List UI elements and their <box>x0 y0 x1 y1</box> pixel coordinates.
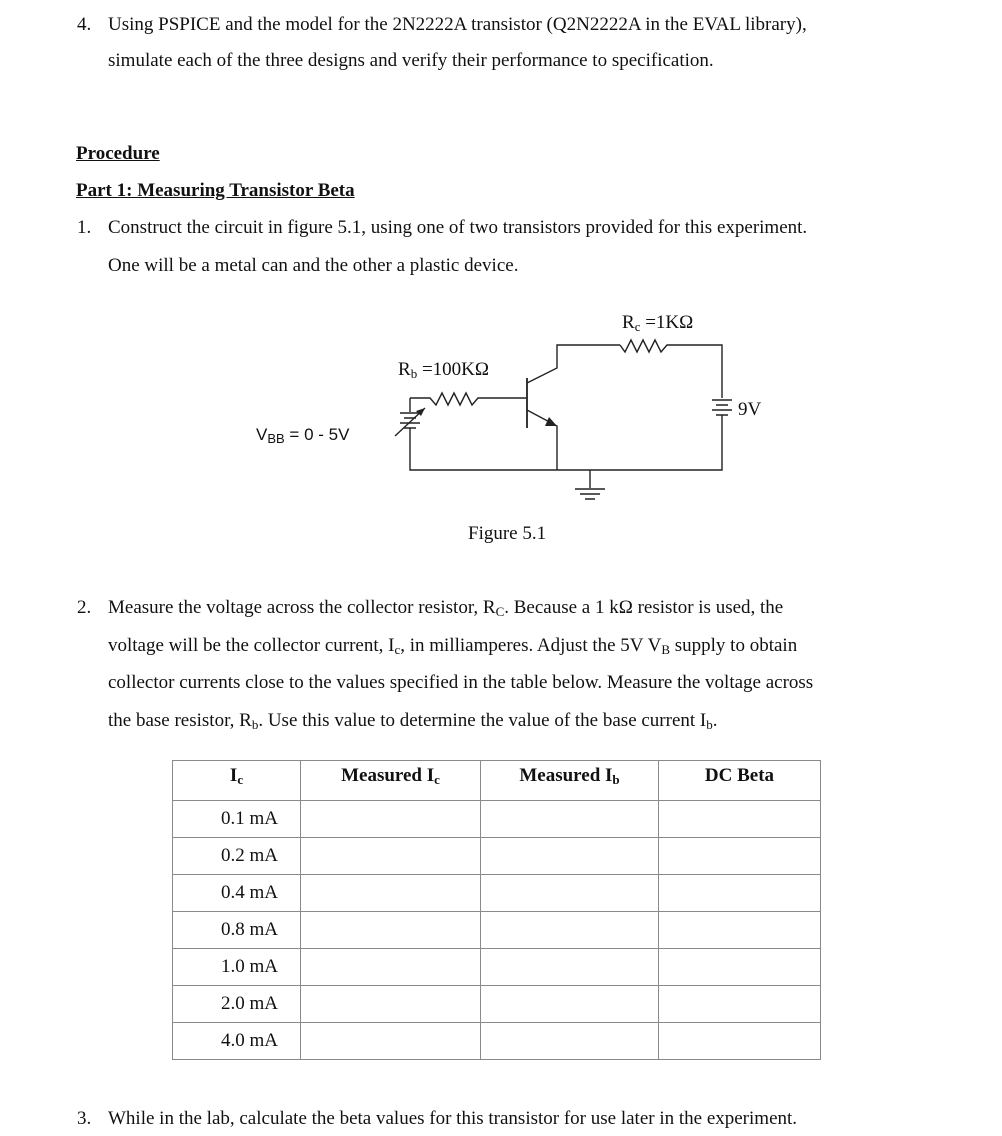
blank-entry-cell <box>481 1023 659 1060</box>
figure-caption: Figure 5.1 <box>468 523 547 544</box>
table-row <box>173 912 821 949</box>
blank-entry-cell <box>659 838 821 875</box>
blank-entry-cell <box>301 838 481 875</box>
blank-entry-cell <box>301 875 481 912</box>
rc-supply-wire <box>680 345 722 398</box>
item4-number: 4. <box>77 14 92 35</box>
ic-value-cell: 0.4 mA <box>173 875 301 912</box>
step1-line1: Construct the circuit in figure 5.1, using one of two transistors provided for this experiment. <box>108 217 808 238</box>
table-header-cell: Measured $I_c$ <box>301 761 481 801</box>
blank-entry-cell <box>481 875 659 912</box>
step2-line1: Measure the voltage across the collector resistor, $R_C$. Because a 1 kΩ resistor is used, the <box>108 597 784 619</box>
ic-value-cell: 1.0 mA <box>173 949 301 986</box>
rc-resistor <box>620 340 680 352</box>
collector-wire <box>527 345 620 383</box>
blank-entry-cell <box>659 912 821 949</box>
ic-value-cell: 0.8 mA <box>173 912 301 949</box>
table-body <box>173 801 821 1060</box>
step2-line2: voltage will be the collector current, $I_c$, in milliamperes. Adjust the 5V $V_B$ supply to obtain <box>108 635 798 657</box>
table-header-row <box>173 761 821 801</box>
emitter-wire <box>527 410 557 470</box>
step1-number: 1. <box>77 217 92 238</box>
blank-entry-cell <box>301 1023 481 1060</box>
table-row <box>173 1023 821 1060</box>
table-row <box>173 949 821 986</box>
vbb-source <box>400 398 420 428</box>
blank-entry-cell <box>659 801 821 838</box>
step2-line4: the base resistor, $R_b$. Use this value to determine the value of the base current $I_b$. <box>108 710 718 732</box>
ic-value-cell: 4.0 mA <box>173 1023 301 1060</box>
ic-value-cell: 0.2 mA <box>173 838 301 875</box>
table-header-cell: DC Beta <box>659 761 821 801</box>
step2-line3: collector currents close to the values specified in the table below. Measure the voltage across <box>108 672 814 693</box>
rc-label: $R_c =1K\Omega$ <box>622 312 694 334</box>
battery-9v <box>712 400 732 415</box>
circuit-figure <box>0 290 1002 560</box>
blank-entry-cell <box>301 949 481 986</box>
step1-line2: One will be a metal can and the other a plastic device. <box>108 255 519 276</box>
table-row <box>173 801 821 838</box>
bottom-right-wire <box>557 415 722 470</box>
emitter-arrow-icon <box>545 417 557 426</box>
procedure-heading: Procedure <box>76 143 160 164</box>
table-header-cell: Measured $I_b$ <box>481 761 659 801</box>
blank-entry-cell <box>481 838 659 875</box>
supply-label: 9V <box>738 399 762 420</box>
table-row <box>173 986 821 1023</box>
bottom-left-wire <box>410 428 557 470</box>
ic-value-cell: 2.0 mA <box>173 986 301 1023</box>
blank-entry-cell <box>659 875 821 912</box>
item4-line2: simulate each of the three designs and verify their performance to specification. <box>108 50 714 71</box>
step3-text: While in the lab, calculate the beta values for this transistor for use later in the experiment. <box>108 1108 798 1129</box>
blank-entry-cell <box>301 801 481 838</box>
blank-entry-cell <box>481 949 659 986</box>
table-row <box>173 838 821 875</box>
measurement-table <box>172 760 821 1060</box>
step3-number: 3. <box>77 1108 92 1129</box>
blank-entry-cell <box>659 1023 821 1060</box>
blank-entry-cell <box>659 949 821 986</box>
blank-entry-cell <box>481 912 659 949</box>
vbb-label: $V_{BB} = 0 - 5V$ <box>256 425 350 446</box>
blank-entry-cell <box>301 912 481 949</box>
ground-symbol <box>575 470 605 499</box>
table-header-cell: $I_c$ <box>173 761 301 801</box>
blank-entry-cell <box>659 986 821 1023</box>
rb-label: $R_b =100K\Omega$ <box>398 359 489 381</box>
blank-entry-cell <box>481 986 659 1023</box>
blank-entry-cell <box>481 801 659 838</box>
ic-value-cell: 0.1 mA <box>173 801 301 838</box>
blank-entry-cell <box>301 986 481 1023</box>
item4-line1: Using PSPICE and the model for the 2N2222A transistor (Q2N2222A in the EVAL library), <box>108 14 807 35</box>
part1-heading: Part 1: Measuring Transistor Beta <box>76 180 355 201</box>
step2-number: 2. <box>77 597 92 618</box>
table-row <box>173 875 821 912</box>
rb-resistor <box>410 393 527 405</box>
